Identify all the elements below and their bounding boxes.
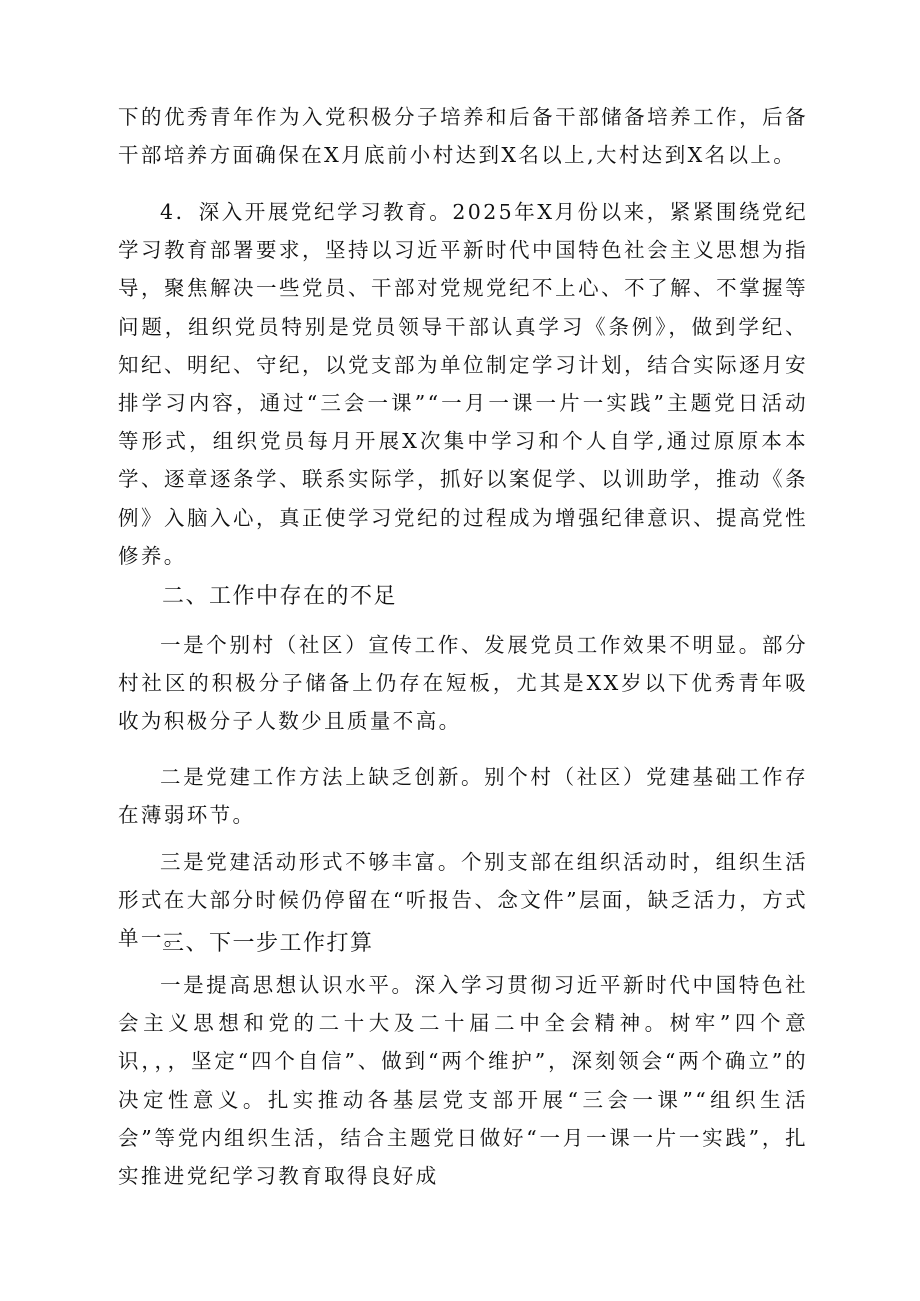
paragraph-item-4: 4．深入开展党纪学习教育。2025年X月份以来，紧紧围绕党纪学习教育部署要求，坚持以习近平新时代中国特色社会主义思想为指导，聚焦解决一些党员、干部对党规党纪不上心、不了解、不掌握等问题，组织党员特别是党员领导干部认真学习《条例》，做到学纪、知纪、明纪、守纪，以党支部为单位制定学习计划，结合实际逐月安排学习内容，通过“三会一课”“一月一课一片一实践”主题党日活动等形式，组织党员每月开展X次集中学习和个人自学,通过原原本本学、逐章逐条学、联系实际学，抓好以案促学、以训助学，推动《条例》入脑入心，真正使学习党纪的过程成为增强纪律意识、提高党性修养。 bbox=[118, 200, 808, 568]
paragraph-shortcoming-3: 三是党建活动形式不够丰富。个别支部在组织活动时，组织生活形式在大部分时候仍停留在“听报告、念文件”层面，缺乏活力，方式单一。 bbox=[118, 850, 808, 951]
paragraph-shortcoming-1: 一是个别村（社区）宣传工作、发展党员工作效果不明显。部分村社区的积极分子储备上仍存在短板，尤其是XX岁以下优秀青年吸收为积极分子人数少且质量不高。 bbox=[118, 633, 808, 734]
section-heading-next-steps: 三、下一步工作打算 bbox=[162, 931, 374, 956]
section-heading-shortcomings: 二、工作中存在的不足 bbox=[162, 584, 398, 609]
paragraph-shortcoming-2: 二是党建工作方法上缺乏创新。别个村（社区）党建基础工作存在薄弱环节。 bbox=[118, 765, 808, 828]
paragraph-continuation: 下的优秀青年作为入党积极分子培养和后备干部储备培养工作，后备干部培养方面确保在X月底前小村达到X名以上,大村达到X名以上。 bbox=[118, 105, 808, 168]
paragraph-next-step-1: 一是提高思想认识水平。深入学习贯彻习近平新时代中国特色社会主义思想和党的二十大及二十届二中全会精神。树牢”四个意识，，，坚定“四个自信”、做到“两个维护”，深刻领会“两个确立”的决定性意义。扎实推动各基层党支部开展“三会一课”“组织生活会”等党内组织生活，结合主题党日做好“一月一课一片一实践”，扎实推进党纪学习教育取得良好成 bbox=[118, 973, 808, 1189]
